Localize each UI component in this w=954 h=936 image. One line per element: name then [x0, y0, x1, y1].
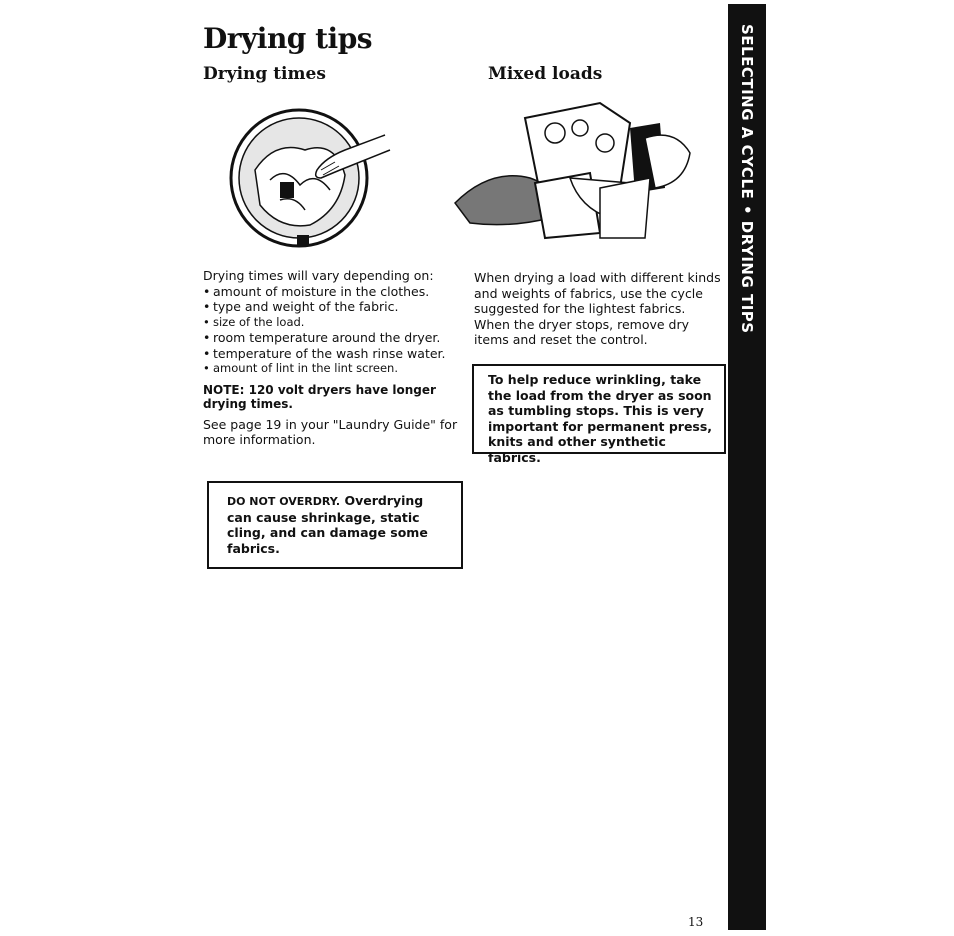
pile-of-mixed-fabrics-icon: [450, 98, 700, 243]
side-tab: [728, 4, 766, 930]
overdry-warning-box: [207, 481, 463, 569]
page-number: 13: [688, 915, 704, 929]
drying-factors-list: [203, 284, 463, 377]
page-title: Drying tips: [203, 22, 373, 55]
list-item: • room temperature around the dryer.: [203, 330, 463, 346]
dryer-drum-with-hand-icon: [225, 100, 395, 250]
list-item: • temperature of the wash rinse water.: [203, 346, 463, 362]
drying-times-heading: Drying times: [203, 64, 326, 84]
drying-times-intro: Drying times will vary depending on:: [203, 268, 434, 283]
warning-lead: DO NOT OVERDRY.: [227, 495, 341, 508]
wrinkle-tip-box: To help reduce wrinkling, take the load from the dryer as soon as tumbling stops. This is very important for permanent press, knits and other synthetic fabrics.: [472, 364, 726, 454]
list-item: • type and weight of the fabric.: [203, 299, 463, 315]
voltage-note: NOTE: 120 volt dryers have longer drying times.: [203, 382, 436, 411]
side-tab-label: SELECTING A CYCLE • DRYING TIPS: [738, 24, 756, 334]
see-also-text: See page 19 in your "Laundry Guide" for more information.: [203, 416, 458, 447]
mixed-loads-heading: Mixed loads: [488, 64, 603, 84]
list-item: • amount of moisture in the clothes.: [203, 284, 463, 300]
warning-text: Overdrying can cause shrinkage, static cling, and can damage some fabrics.: [227, 493, 428, 556]
mixed-loads-body: When drying a load with different kinds and weights of fabrics, use the cycle suggested for the lightest fabrics. When the dryer stops, remove dry items and reset the control.: [474, 270, 721, 347]
list-item: • size of the load.: [203, 315, 463, 331]
list-item: • amount of lint in the lint screen.: [203, 361, 463, 377]
